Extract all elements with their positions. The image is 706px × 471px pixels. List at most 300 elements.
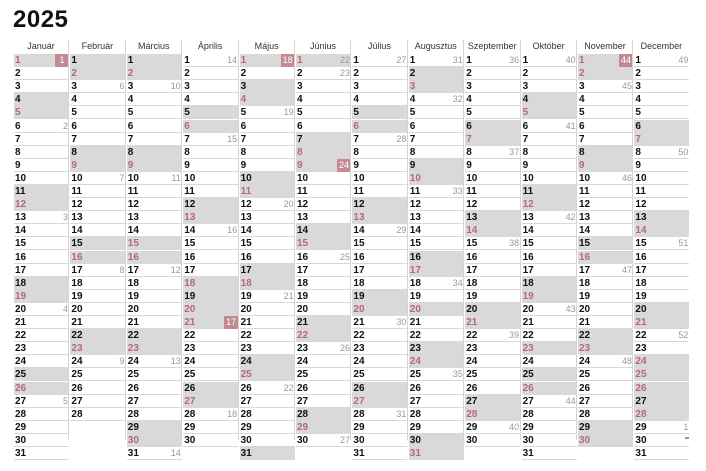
day-number: 27 [635, 395, 647, 407]
month-name: November [584, 41, 626, 51]
day-cell [127, 251, 182, 264]
day-cell [522, 329, 577, 342]
day-cell [127, 290, 182, 303]
day-number: 15 [71, 238, 83, 250]
day-number: 1 [15, 55, 21, 66]
day-number: 17 [240, 264, 252, 276]
day-cell [70, 251, 125, 264]
day-cell [578, 355, 633, 368]
day-number: 21 [409, 317, 421, 328]
day-cell [14, 146, 69, 159]
day-cell [352, 342, 407, 355]
week-number: 17 [226, 317, 237, 327]
day-number: 19 [409, 290, 421, 302]
day-number: 17 [297, 264, 309, 276]
week-number: 2 [62, 120, 68, 131]
day-cell [352, 198, 407, 211]
day-cell [14, 224, 69, 237]
day-cell [409, 54, 464, 67]
day-cell [127, 80, 182, 93]
week-number: 32 [452, 94, 463, 105]
day-cell [240, 408, 295, 421]
day-number: 5 [466, 107, 472, 119]
day-cell [409, 106, 464, 119]
day-cell [352, 264, 407, 277]
day-number: 7 [297, 133, 303, 145]
day-number: 29 [635, 421, 647, 433]
day-number: 4 [127, 94, 134, 106]
day-cell [183, 303, 238, 316]
day-number: 20 [466, 303, 478, 315]
day-cell [409, 264, 464, 277]
day-number: 24 [127, 356, 139, 368]
day-cell [522, 303, 577, 316]
week-number: 10 [170, 81, 181, 92]
day-number: 10 [466, 172, 478, 184]
day-cell [409, 408, 464, 421]
day-number: 22 [409, 330, 421, 342]
day-number: 4 [240, 94, 247, 106]
day-number: 10 [522, 172, 534, 184]
day-cell [465, 329, 520, 342]
day-cell [127, 185, 182, 198]
day-number: 16 [466, 251, 478, 263]
day-cell [183, 329, 238, 342]
day-number: 27 [297, 395, 309, 407]
day-number: 12 [71, 199, 83, 211]
day-number: 22 [635, 330, 647, 342]
day-cell [409, 395, 464, 408]
day-number: 22 [522, 330, 534, 342]
day-number: 27 [353, 395, 365, 407]
day-cell [127, 106, 182, 119]
day-number: 19 [240, 290, 252, 302]
day-cell [578, 211, 633, 224]
day-number: 29 [579, 421, 591, 433]
day-cell [14, 434, 69, 447]
day-cell [183, 159, 238, 172]
day-cell [70, 290, 125, 303]
day-cell [352, 185, 407, 198]
day-cell [296, 106, 351, 119]
day-cell [70, 277, 125, 290]
day-cell [634, 185, 689, 198]
day-cell [578, 54, 633, 67]
month-column [465, 40, 520, 446]
day-number: 3 [297, 81, 303, 93]
day-number: 14 [466, 225, 478, 237]
day-cell [240, 434, 295, 447]
day-cell [296, 434, 351, 447]
day-cell [522, 368, 577, 381]
day-cell [522, 120, 577, 133]
week-number: 5 [62, 395, 68, 406]
day-cell [409, 382, 464, 395]
day-number: 31 [522, 448, 534, 459]
day-number: 18 [184, 277, 196, 289]
day-cell [522, 290, 577, 303]
day-cell [465, 133, 520, 146]
week-number: 36 [509, 55, 520, 65]
day-number: 25 [127, 369, 139, 381]
day-cell [578, 146, 633, 159]
day-number: 24 [635, 356, 647, 368]
day-number: 7 [409, 133, 416, 145]
day-cell [634, 80, 689, 93]
day-number: 25 [184, 369, 196, 381]
day-number: 25 [522, 369, 534, 381]
day-number: 15 [522, 238, 534, 250]
column-divider [181, 40, 182, 440]
day-cell [522, 237, 577, 250]
day-number: 7 [579, 133, 585, 145]
day-number: 14 [71, 225, 83, 237]
week-number: 18 [227, 408, 238, 419]
day-cell [70, 133, 125, 146]
day-cell [465, 67, 520, 80]
day-number: 21 [71, 317, 83, 328]
day-cell [70, 106, 125, 119]
day-number: 5 [409, 107, 416, 119]
day-cell [240, 67, 295, 80]
day-cell [70, 93, 125, 106]
day-number: 6 [240, 120, 247, 132]
day-number: 4 [466, 94, 472, 106]
day-cell [634, 368, 689, 381]
day-number: 5 [71, 107, 77, 119]
day-number: 6 [522, 120, 529, 132]
day-cell [70, 329, 125, 342]
day-cell [634, 408, 689, 421]
day-cell [634, 303, 689, 316]
month-name: Április [197, 41, 223, 51]
day-cell [127, 172, 182, 185]
day-cell [578, 382, 633, 395]
day-cell [183, 198, 238, 211]
day-cell [240, 421, 295, 434]
week-number: 52 [678, 330, 689, 341]
day-cell [578, 120, 633, 133]
day-cell [522, 67, 577, 80]
day-number: 15 [353, 238, 365, 250]
day-number: 29 [184, 421, 196, 433]
day-number: 13 [579, 212, 591, 224]
day-number: 17 [409, 264, 421, 276]
day-number: 30 [353, 434, 365, 446]
day-cell [183, 93, 238, 106]
day-number: 29 [240, 421, 252, 433]
day-cell [127, 303, 182, 316]
day-number: 28 [127, 408, 139, 420]
day-cell [296, 237, 351, 250]
day-number: 25 [297, 369, 309, 381]
day-cell [522, 106, 577, 119]
day-number: 26 [466, 382, 478, 394]
day-number: 31 [240, 448, 252, 459]
day-number: 10 [635, 172, 647, 184]
day-cell [352, 290, 407, 303]
day-number: 20 [409, 303, 421, 315]
day-number: 29 [127, 421, 139, 433]
day-cell [465, 80, 520, 93]
day-cell [240, 211, 295, 224]
day-cell [14, 93, 69, 106]
day-cell [409, 146, 464, 159]
day-number: 22 [15, 330, 27, 342]
day-cell [127, 224, 182, 237]
day-cell [70, 67, 125, 80]
day-cell [352, 277, 407, 290]
day-number: 14 [15, 225, 27, 237]
day-cell [634, 54, 689, 67]
column-divider [576, 40, 577, 440]
day-number: 24 [409, 356, 421, 368]
day-cell [634, 211, 689, 224]
day-cell [183, 237, 238, 250]
week-number: 11 [171, 172, 181, 183]
day-number: 30 [579, 434, 591, 446]
day-number: 30 [184, 434, 196, 446]
day-number: 4 [635, 94, 641, 106]
day-number: 13 [522, 212, 534, 224]
day-number: 7 [71, 133, 77, 145]
month-column [578, 40, 632, 446]
day-number: 8 [522, 146, 529, 158]
day-number: 4 [409, 94, 416, 106]
column-divider [68, 40, 69, 440]
day-cell [352, 67, 407, 80]
day-cell [14, 277, 69, 290]
day-number: 16 [297, 251, 309, 263]
day-cell [127, 316, 182, 329]
day-cell [352, 368, 407, 381]
day-cell [127, 277, 182, 290]
day-cell [578, 290, 633, 303]
week-number: 23 [339, 68, 350, 79]
day-cell [296, 251, 351, 264]
day-number: 17 [184, 264, 196, 276]
week-number: 44 [620, 55, 631, 65]
day-cell [296, 382, 351, 395]
day-number: 26 [15, 382, 27, 394]
day-cell [465, 172, 520, 185]
day-number: 2 [184, 68, 190, 80]
week-number: 46 [621, 172, 632, 183]
day-cell [522, 172, 577, 185]
week-number: 29 [396, 225, 407, 236]
day-number: 7 [635, 133, 641, 145]
day-cell [240, 329, 295, 342]
day-cell [240, 264, 295, 277]
day-number: 22 [184, 330, 196, 342]
day-cell [465, 316, 520, 329]
day-number: 19 [71, 290, 83, 302]
day-cell [240, 54, 295, 67]
day-number: 3 [522, 81, 529, 93]
day-cell [352, 382, 407, 395]
day-number: 25 [466, 369, 478, 381]
day-cell [183, 120, 238, 133]
day-number: 8 [353, 146, 359, 158]
day-number: 21 [353, 317, 365, 328]
day-number: 25 [353, 369, 365, 381]
day-number: 27 [71, 395, 83, 407]
day-cell [465, 277, 520, 290]
day-number: 17 [353, 264, 365, 276]
day-cell [634, 106, 689, 119]
day-cell [409, 421, 464, 434]
day-cell [127, 146, 182, 159]
day-cell [296, 408, 351, 421]
day-cell [183, 382, 238, 395]
day-cell [352, 172, 407, 185]
day-cell [70, 172, 125, 185]
day-cell [14, 67, 69, 80]
week-number: 41 [565, 120, 576, 131]
day-number: 11 [579, 186, 590, 197]
day-number: 25 [635, 369, 647, 381]
day-cell [183, 421, 238, 434]
day-cell [409, 434, 464, 447]
day-number: 28 [522, 408, 534, 420]
week-number: 37 [509, 146, 520, 157]
day-number: 9 [353, 159, 359, 171]
week-number: 16 [227, 225, 238, 236]
day-cell [240, 133, 295, 146]
day-cell [634, 329, 689, 342]
day-cell [14, 159, 69, 172]
week-number: 35 [452, 369, 463, 380]
day-cell [352, 54, 407, 67]
day-number: 12 [409, 199, 421, 211]
week-number: 14 [170, 448, 181, 458]
month-column [240, 40, 294, 459]
day-number: 29 [522, 421, 534, 433]
day-cell [240, 80, 295, 93]
day-cell [240, 93, 295, 106]
day-cell [240, 382, 295, 395]
month-name: Június [309, 41, 336, 51]
day-number: 27 [127, 395, 139, 407]
day-number: 15 [15, 238, 27, 250]
day-number: 27 [522, 395, 534, 407]
day-number: 10 [353, 172, 365, 184]
day-number: 2 [297, 68, 303, 80]
day-number: 1 [522, 55, 529, 66]
day-number: 21 [240, 317, 252, 328]
day-cell [522, 54, 577, 67]
day-number: 18 [522, 277, 534, 289]
day-number: 11 [297, 186, 308, 197]
day-cell [183, 290, 238, 303]
day-number: 15 [127, 238, 139, 250]
day-number: 30 [522, 434, 534, 446]
day-number: 15 [184, 238, 196, 250]
day-cell [70, 54, 125, 67]
day-number: 5 [353, 107, 359, 119]
day-number: 24 [15, 356, 27, 368]
day-cell [183, 408, 238, 421]
day-cell [578, 251, 633, 264]
day-number: 15 [466, 238, 478, 250]
day-cell [183, 342, 238, 355]
day-cell [578, 93, 633, 106]
day-number: 23 [353, 343, 365, 355]
month-name: Május [254, 41, 279, 51]
day-number: 10 [15, 172, 27, 184]
day-cell [296, 224, 351, 237]
day-cell [14, 80, 69, 93]
day-number: 19 [15, 290, 27, 302]
day-cell [522, 382, 577, 395]
day-number: 18 [409, 277, 421, 289]
day-number: 20 [353, 303, 365, 315]
day-number: 26 [579, 382, 591, 394]
week-number: 22 [283, 382, 294, 393]
day-number: 20 [15, 303, 27, 315]
day-cell [127, 237, 182, 250]
week-number: 34 [452, 277, 463, 288]
day-number: 5 [579, 107, 585, 119]
day-number: 4 [297, 94, 303, 106]
day-cell [127, 67, 182, 80]
week-number: 20 [283, 199, 294, 210]
day-cell [578, 264, 633, 277]
day-cell [14, 198, 69, 211]
day-number: 20 [71, 303, 83, 315]
day-cell [352, 447, 407, 460]
day-number: 28 [635, 408, 647, 420]
day-number: 2 [15, 68, 21, 80]
day-number: 1 [353, 55, 359, 66]
day-cell [409, 303, 464, 316]
day-number: 6 [409, 120, 416, 132]
day-cell [578, 421, 633, 434]
day-number: 19 [466, 290, 478, 302]
week-number: 13 [170, 356, 181, 367]
day-number: 17 [635, 264, 647, 276]
day-cell [634, 146, 689, 159]
day-cell [634, 421, 689, 434]
day-number: 3 [240, 81, 247, 93]
day-cell [578, 80, 633, 93]
day-number: 16 [522, 251, 534, 263]
day-cell [296, 120, 351, 133]
day-cell [183, 185, 238, 198]
day-number: 9 [127, 159, 134, 171]
day-number: 10 [71, 172, 83, 184]
day-cell [578, 277, 633, 290]
day-cell [465, 198, 520, 211]
day-cell [352, 303, 407, 316]
week-number: 42 [565, 212, 576, 223]
column-divider [632, 40, 633, 440]
day-cell [634, 434, 689, 447]
day-cell [409, 185, 464, 198]
month-column [127, 40, 181, 459]
day-number: 26 [127, 382, 139, 394]
day-cell [522, 211, 577, 224]
day-number: 15 [579, 238, 591, 250]
day-cell [465, 251, 520, 264]
day-number: 21 [579, 317, 591, 328]
day-cell [183, 224, 238, 237]
day-number: 10 [127, 172, 139, 184]
day-cell [409, 355, 464, 368]
week-number: 45 [621, 81, 632, 92]
day-cell [578, 303, 633, 316]
day-cell [70, 382, 125, 395]
